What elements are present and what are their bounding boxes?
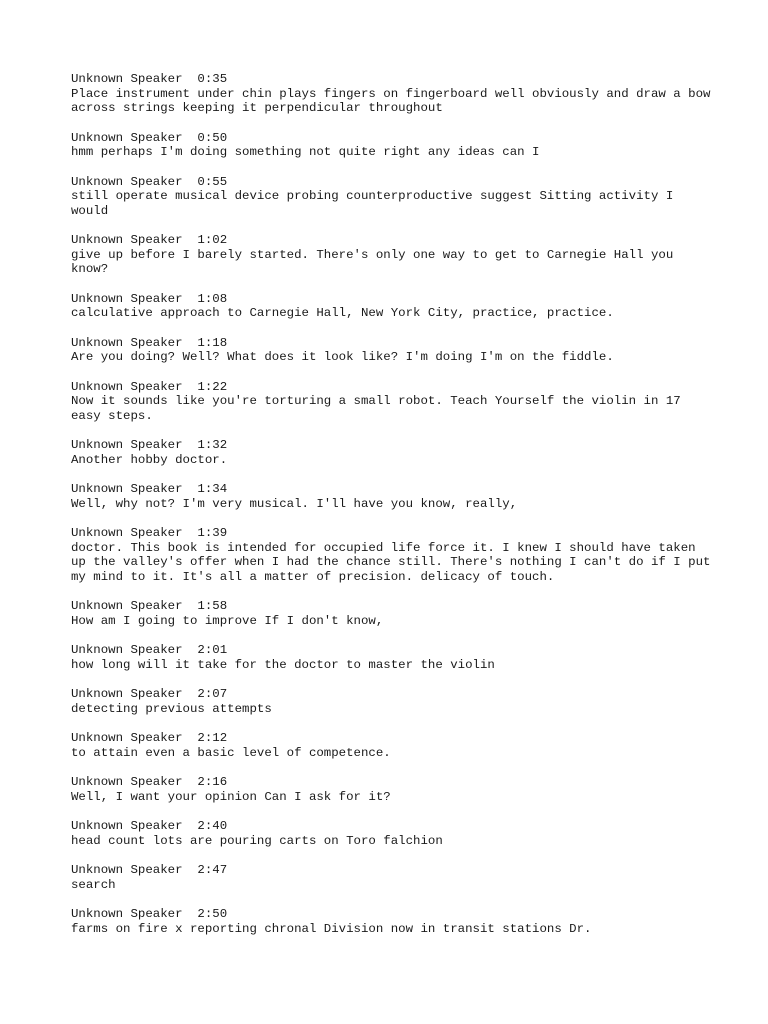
speaker-name: Unknown Speaker (71, 907, 183, 922)
timestamp: 1:58 (197, 599, 228, 614)
speaker-line (71, 175, 711, 190)
transcript-entry (71, 599, 711, 628)
speaker-line (71, 599, 711, 614)
speaker-line (71, 72, 711, 87)
transcript-entry (71, 482, 711, 511)
timestamp: 2:16 (197, 775, 228, 790)
speaker-name: Unknown Speaker (71, 526, 183, 541)
utterance-text: How am I going to improve If I don't know, (71, 614, 384, 628)
speaker-name: Unknown Speaker (71, 130, 183, 145)
timestamp: 0:55 (197, 174, 228, 189)
speaker-line (71, 482, 711, 497)
speaker-line (71, 643, 711, 658)
transcript-entry (71, 131, 711, 160)
timestamp: 2:12 (197, 731, 228, 746)
utterance-text: Place instrument under chin plays fingers on fingerboard well obviously and draw a bow across strings keeping it perpendicular throughout (71, 86, 711, 116)
speaker-line (71, 775, 711, 790)
speaker-name: Unknown Speaker (71, 482, 183, 497)
timestamp: 2:50 (197, 907, 228, 922)
transcript-entry (71, 687, 711, 716)
utterance-text: still operate musical device probing counterproductive suggest Sitting activity I would (71, 189, 674, 218)
utterance-text: to attain even a basic level of competence. (71, 745, 391, 760)
transcript-entry (71, 863, 711, 892)
speaker-name: Unknown Speaker (71, 233, 183, 248)
utterance-text: head count lots are pouring carts on Toro falchion (71, 833, 443, 848)
transcript-entry (71, 731, 711, 760)
transcript-entry (71, 907, 711, 936)
transcript-entry (71, 175, 711, 219)
transcript-entry (71, 438, 711, 467)
utterance-text: search (71, 877, 116, 892)
speaker-name: Unknown Speaker (71, 731, 183, 746)
speaker-line (71, 819, 711, 834)
speaker-name: Unknown Speaker (71, 174, 183, 189)
timestamp: 2:07 (197, 687, 228, 702)
timestamp: 1:02 (197, 233, 228, 248)
transcript-entry (71, 380, 711, 424)
transcript-document (71, 72, 711, 951)
speaker-line (71, 336, 711, 351)
transcript-entry (71, 526, 711, 584)
speaker-line (71, 731, 711, 746)
utterance-text: calculative approach to Carnegie Hall, New York City, practice, practice. (71, 306, 614, 321)
speaker-name: Unknown Speaker (71, 643, 183, 658)
speaker-line (71, 380, 711, 395)
speaker-name: Unknown Speaker (71, 775, 183, 790)
utterance-text: Well, why not? I'm very musical. I'll have you know, really, (71, 496, 518, 511)
transcript-entry (71, 292, 711, 321)
transcript-entry (71, 775, 711, 804)
timestamp: 1:08 (197, 291, 228, 306)
speaker-line (71, 526, 711, 541)
speaker-name: Unknown Speaker (71, 291, 183, 306)
timestamp: 1:32 (197, 438, 228, 453)
speaker-name: Unknown Speaker (71, 599, 183, 614)
timestamp: 2:47 (197, 863, 228, 878)
speaker-line (71, 438, 711, 453)
speaker-name: Unknown Speaker (71, 819, 183, 834)
speaker-line (71, 687, 711, 702)
timestamp: 1:34 (197, 482, 228, 497)
timestamp: 1:39 (197, 526, 228, 541)
utterance-text: detecting previous attempts (71, 701, 272, 716)
speaker-line (71, 292, 711, 307)
timestamp: 0:50 (197, 130, 228, 145)
speaker-line (71, 131, 711, 146)
transcript-entry (71, 233, 711, 277)
timestamp: 0:35 (197, 72, 228, 86)
transcript-entry (71, 643, 711, 672)
utterance-text: how long will it take for the doctor to master the violin (71, 657, 495, 672)
utterance-text: doctor. This book is intended for occupied life force it. I knew I should have taken up the valley's offer when I had the chance still. There's nothing I can't do if I put my mind to it. It's all a matter of precision. delicacy of touch. (71, 540, 711, 585)
speaker-name: Unknown Speaker (71, 687, 183, 702)
timestamp: 1:22 (197, 379, 228, 394)
speaker-name: Unknown Speaker (71, 863, 183, 878)
transcript-entry (71, 72, 711, 116)
utterance-text: Are you doing? Well? What does it look like? I'm doing I'm on the fiddle. (71, 350, 614, 365)
speaker-line (71, 863, 711, 878)
utterance-text: Another hobby doctor. (71, 452, 228, 467)
transcript-entry (71, 819, 711, 848)
utterance-text: Well, I want your opinion Can I ask for it? (71, 789, 391, 804)
timestamp: 2:01 (197, 643, 228, 658)
speaker-name: Unknown Speaker (71, 438, 183, 453)
speaker-name: Unknown Speaker (71, 335, 183, 350)
utterance-text: Now it sounds like you're torturing a small robot. Teach Yourself the violin in 17 easy steps. (71, 394, 681, 423)
speaker-name: Unknown Speaker (71, 379, 183, 394)
utterance-text: give up before I barely started. There's only one way to get to Carnegie Hall you know? (71, 247, 674, 277)
utterance-text: hmm perhaps I'm doing something not quite right any ideas can I (71, 145, 540, 160)
transcript-entry (71, 336, 711, 365)
speaker-line (71, 907, 711, 922)
speaker-line (71, 233, 711, 248)
timestamp: 2:40 (197, 819, 228, 834)
speaker-name: Unknown Speaker (71, 72, 183, 86)
utterance-text: farms on fire x reporting chronal Division now in transit stations Dr. (71, 921, 592, 936)
timestamp: 1:18 (197, 335, 228, 350)
